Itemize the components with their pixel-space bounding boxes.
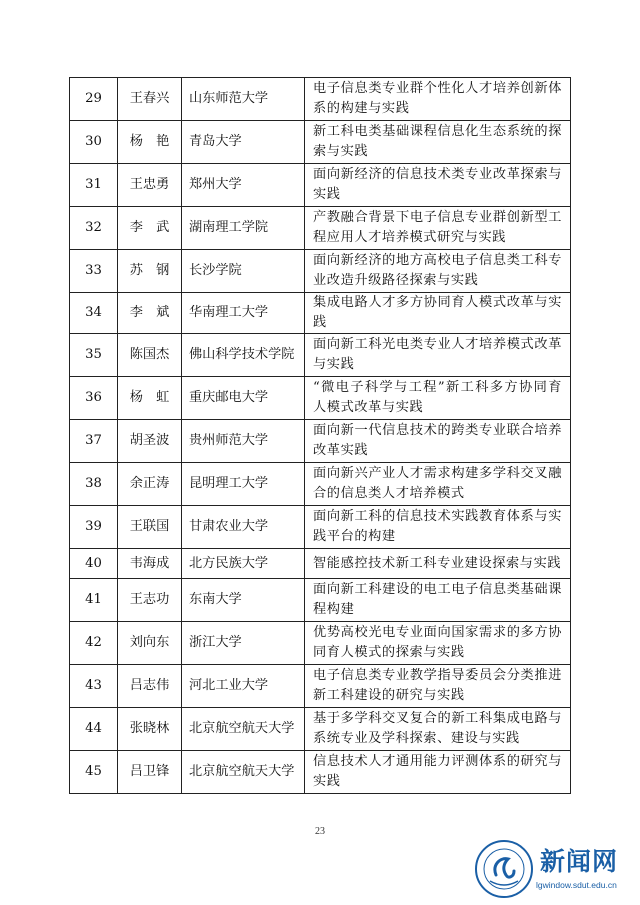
school-name: 重庆邮电大学 [182, 377, 305, 420]
school-name: 长沙学院 [182, 250, 305, 293]
person-name: 李 武 [118, 207, 182, 250]
row-number: 40 [70, 549, 118, 579]
row-number: 32 [70, 207, 118, 250]
person-name: 陈国杰 [118, 334, 182, 377]
site-watermark [470, 836, 640, 905]
school-name: 河北工业大学 [182, 665, 305, 708]
award-list-body [70, 78, 571, 794]
school-name: 北京航空航天大学 [182, 708, 305, 751]
project-title: 信息技术人才通用能力评测体系的研究与实践 [305, 751, 571, 794]
person-name: 刘向东 [118, 622, 182, 665]
table-row [70, 250, 571, 293]
person-name: 王春兴 [118, 78, 182, 121]
row-number: 39 [70, 506, 118, 549]
person-name: 王联国 [118, 506, 182, 549]
project-title: 面向新兴产业人才需求构建多学科交叉融合的信息类人才培养模式 [305, 463, 571, 506]
school-name: 昆明理工大学 [182, 463, 305, 506]
school-name: 甘肃农业大学 [182, 506, 305, 549]
row-number: 35 [70, 334, 118, 377]
page-number: 23 [315, 826, 325, 837]
school-name: 北方民族大学 [182, 549, 305, 579]
person-name: 吕志伟 [118, 665, 182, 708]
row-number: 41 [70, 579, 118, 622]
row-number: 43 [70, 665, 118, 708]
table-row [70, 751, 571, 794]
project-title: 面向新一代信息技术的跨类专业联合培养改革实践 [305, 420, 571, 463]
project-title: 面向新工科的信息技术实践教育体系与实践平台的构建 [305, 506, 571, 549]
person-name: 张晓林 [118, 708, 182, 751]
person-name: 苏 钢 [118, 250, 182, 293]
school-name: 华南理工大学 [182, 293, 305, 334]
school-name: 湖南理工学院 [182, 207, 305, 250]
project-title: 优势高校光电专业面向国家需求的多方协同育人模式的探索与实践 [305, 622, 571, 665]
row-number: 34 [70, 293, 118, 334]
row-number: 38 [70, 463, 118, 506]
school-name: 北京航空航天大学 [182, 751, 305, 794]
project-title: 集成电路人才多方协同育人模式改革与实践 [305, 293, 571, 334]
table-row [70, 334, 571, 377]
award-list-table [69, 77, 571, 794]
school-seal-icon [474, 839, 534, 899]
row-number: 33 [70, 250, 118, 293]
school-name: 贵州师范大学 [182, 420, 305, 463]
table-row [70, 121, 571, 164]
row-number: 45 [70, 751, 118, 794]
project-title: 电子信息类专业群个性化人才培养创新体系的构建与实践 [305, 78, 571, 121]
person-name: 杨 虹 [118, 377, 182, 420]
project-title: 新工科电类基础课程信息化生态系统的探索与实践 [305, 121, 571, 164]
person-name: 王志功 [118, 579, 182, 622]
person-name: 韦海成 [118, 549, 182, 579]
table-row [70, 420, 571, 463]
school-name: 山东师范大学 [182, 78, 305, 121]
person-name: 李 斌 [118, 293, 182, 334]
table-row [70, 506, 571, 549]
school-name: 佛山科学技术学院 [182, 334, 305, 377]
row-number: 30 [70, 121, 118, 164]
row-number: 31 [70, 164, 118, 207]
row-number: 29 [70, 78, 118, 121]
school-name: 青岛大学 [182, 121, 305, 164]
project-title: 基于多学科交叉复合的新工科集成电路与系统专业及学科探索、建设与实践 [305, 708, 571, 751]
school-name: 浙江大学 [182, 622, 305, 665]
watermark-url: lgwindow.sdut.edu.cn [536, 880, 617, 890]
person-name: 胡圣波 [118, 420, 182, 463]
project-title: 智能感控技术新工科专业建设探索与实践 [305, 549, 571, 579]
table-row [70, 377, 571, 420]
table-row [70, 78, 571, 121]
project-title: 面向新经济的地方高校电子信息类工科专业改造升级路径探索与实践 [305, 250, 571, 293]
row-number: 36 [70, 377, 118, 420]
table-row [70, 549, 571, 579]
table-row [70, 463, 571, 506]
person-name: 余正涛 [118, 463, 182, 506]
school-name: 东南大学 [182, 579, 305, 622]
row-number: 44 [70, 708, 118, 751]
table-row [70, 665, 571, 708]
person-name: 杨 艳 [118, 121, 182, 164]
table-row [70, 293, 571, 334]
project-title: 面向新工科光电类专业人才培养模式改革与实践 [305, 334, 571, 377]
person-name: 吕卫锋 [118, 751, 182, 794]
row-number: 37 [70, 420, 118, 463]
table-row [70, 579, 571, 622]
table-row [70, 708, 571, 751]
project-title: 电子信息类专业教学指导委员会分类推进新工科建设的研究与实践 [305, 665, 571, 708]
school-name: 郑州大学 [182, 164, 305, 207]
project-title: “微电子科学与工程”新工科多方协同育人模式改革与实践 [305, 377, 571, 420]
table-row [70, 207, 571, 250]
watermark-brand: 新闻网 [540, 847, 619, 876]
table-row [70, 622, 571, 665]
row-number: 42 [70, 622, 118, 665]
project-title: 面向新工科建设的电工电子信息类基础课程构建 [305, 579, 571, 622]
project-title: 面向新经济的信息技术类专业改革探索与实践 [305, 164, 571, 207]
project-title: 产教融合背景下电子信息专业群创新型工程应用人才培养模式研究与实践 [305, 207, 571, 250]
person-name: 王忠勇 [118, 164, 182, 207]
table-row [70, 164, 571, 207]
